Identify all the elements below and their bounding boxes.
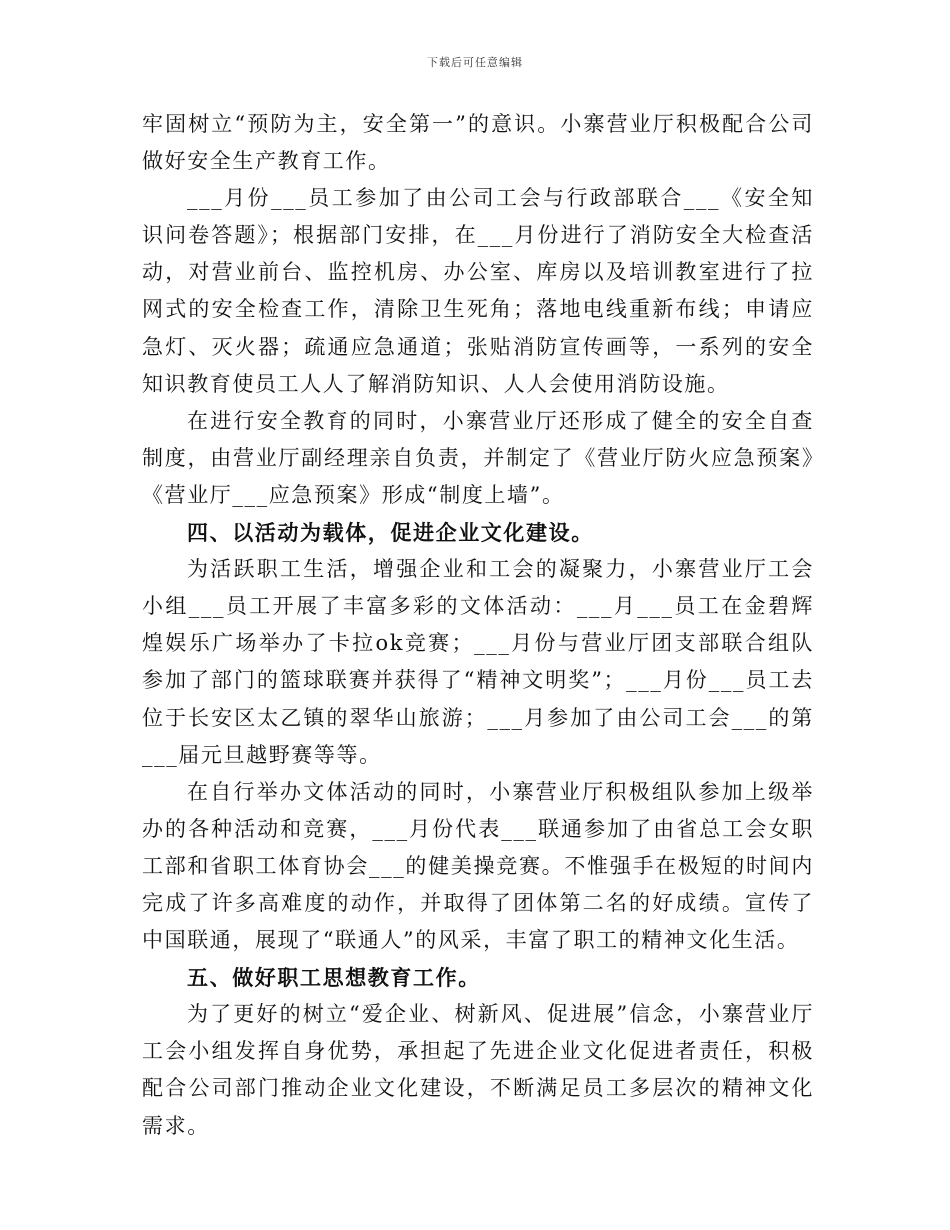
section-heading-5: 五、做好职工思想教育工作。	[187, 965, 481, 991]
paragraph-competitions: 在自行举办文体活动的同时，小寨营业厅积极组队参加上级举办的各种活动和竞赛，___月份代表___联通参加了由省总工会女职工部和省职工体育协会___的健美操竞赛。不惟强手在极短的时间内完成了许多高难度的动作，并取得了团体第二名的好成绩。宣传了中国联通，展现了“联通人”的风采，丰富了职工的精神文化生活。	[142, 779, 814, 953]
paragraph-safety-activities: ___月份___员工参加了由公司工会与行政部联合___《安全知识问卷答题》；根据部门安排，在___月份进行了消防安全大检查活动，对营业前台、监控机房、办公室、库房以及培训教室进行了拉网式的安全检查工作，清除卫生死角；落地电线重新布线；申请应急灯、灭火器；疏通应急通道；张贴消防宣传画等，一系列的安全知识教育使员工人人了解消防知识、人人会使用消防设施。	[142, 186, 814, 396]
document-body	[142, 106, 814, 1145]
section-heading-4: 四、以活动为载体，促进企业文化建设。	[187, 520, 594, 546]
paragraph-ideological-education: 为了更好的树立“爱企业、树新风、促进展”信念，小寨营业厅工会小组发挥自身优势，承担起了先进企业文化促进者责任，积极配合公司部门推动企业文化建设，不断满足员工多层次的精神文化需求。	[142, 1002, 814, 1138]
paragraph-safety-awareness: 牢固树立“预防为主，安全第一”的意识。小寨营业厅积极配合公司做好安全生产教育工作。	[142, 112, 814, 174]
paragraph-cultural-activities: 为活跃职工生活，增强企业和工会的凝聚力，小寨营业厅工会小组___员工开展了丰富多彩的文体活动：___月___员工在金碧辉煌娱乐广场举办了卡拉ok竞赛；___月份与营业厅团支部联合组队参加了部门的篮球联赛并获得了“精神文明奖”；___月份___员工去位于长安区太乙镇的翠华山旅游；___月参加了由公司工会___的第___届元旦越野赛等等。	[142, 557, 814, 767]
paragraph-safety-system: 在进行安全教育的同时，小寨营业厅还形成了健全的安全自查制度，由营业厅副经理亲自负责，并制定了《营业厅防火应急预案》《营业厅___应急预案》形成“制度上墙”。	[142, 408, 814, 507]
page-header: 下载后可任意编辑	[427, 56, 523, 69]
